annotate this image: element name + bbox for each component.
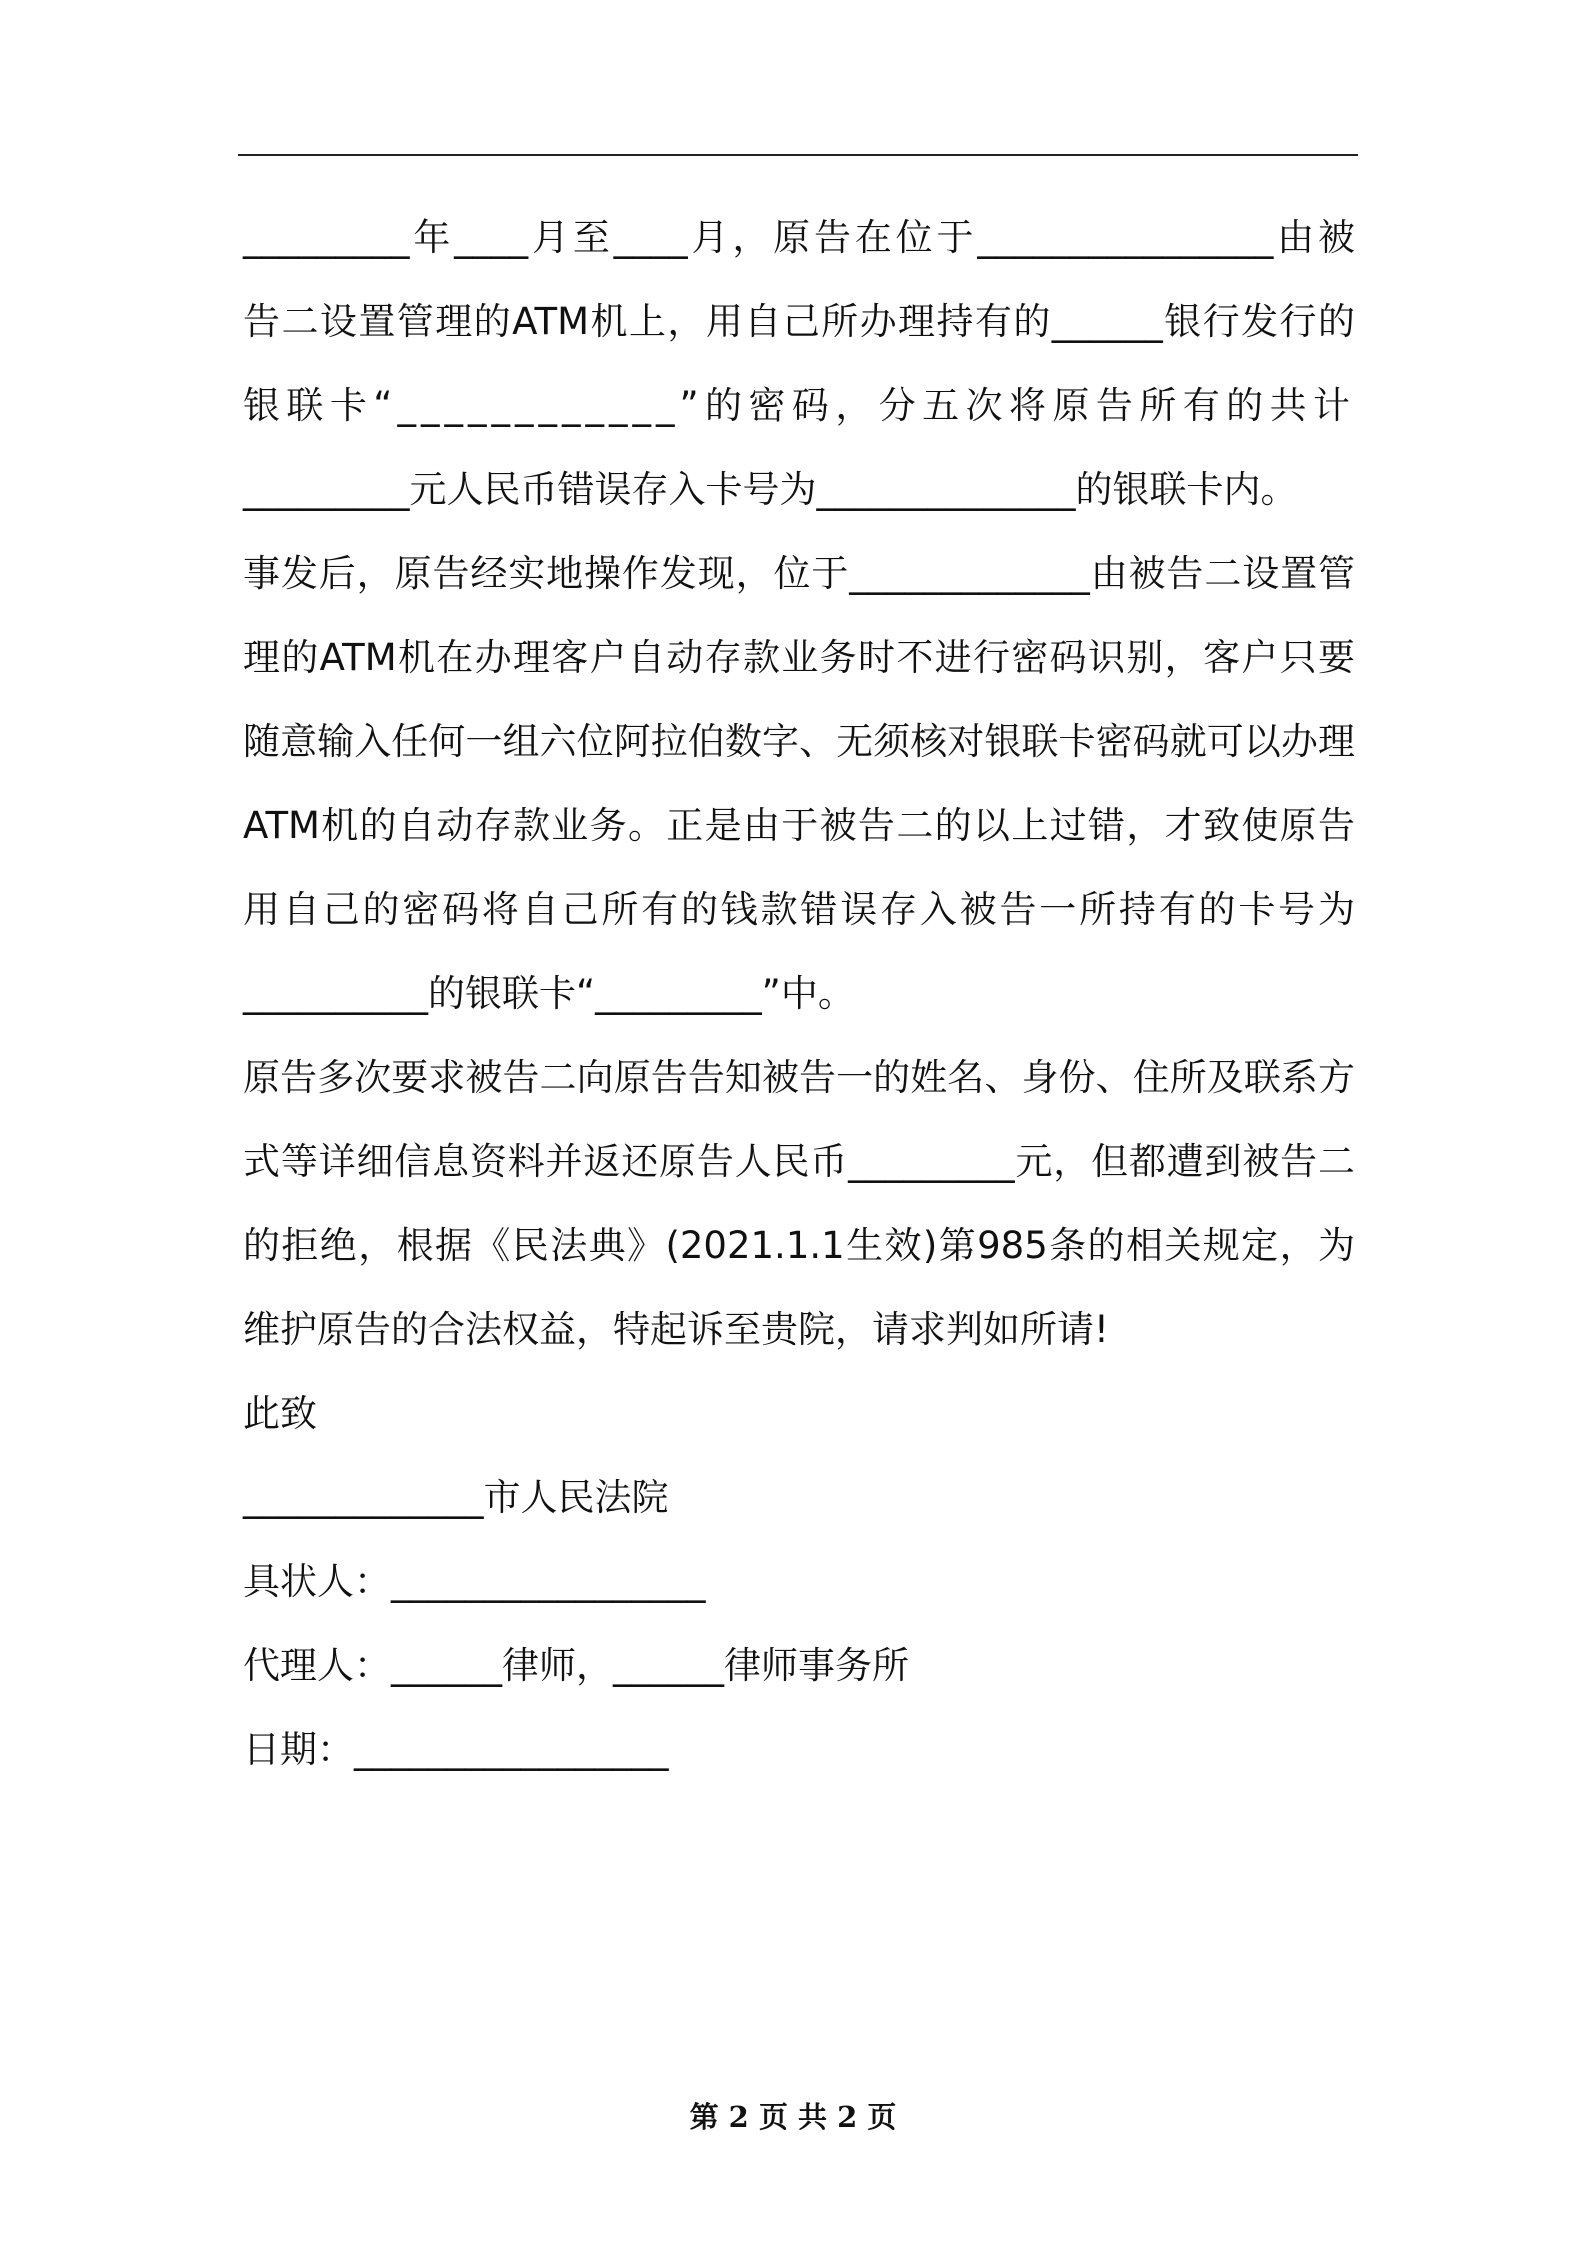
- text-line: 原告多次要求被告二向原告告知被告一的姓名、身份、住所及联系方: [243, 1056, 1355, 1099]
- text-line: _________元人民币错误存入卡号为______________的银联卡内。: [243, 468, 1298, 511]
- text-line: ATM机的自动存款业务。正是由于被告二的以上过错，才致使原告: [243, 804, 1355, 847]
- text-line: 随意输入任何一组六位阿拉伯数字、无须核对银联卡密码就可以办理: [243, 720, 1355, 763]
- text-line: 理的ATM机在办理客户自动存款业务时不进行密码识别，客户只要: [243, 636, 1355, 679]
- text-line: 维护原告的合法权益，特起诉至贵院，请求判如所请!: [243, 1308, 1109, 1351]
- court-name: _____________市人民法院: [243, 1476, 669, 1519]
- date-line: 日期：_________________: [243, 1728, 669, 1771]
- text-line: 用自己的密码将自己所有的钱款错误存入被告一所持有的卡号为: [243, 888, 1355, 931]
- agent-line: 代理人：______律师，______律师事务所: [243, 1644, 909, 1687]
- text-line: 告二设置管理的ATM机上，用自己所办理持有的______银行发行的: [243, 300, 1355, 343]
- text-line: __________的银联卡“_________”中。: [243, 972, 855, 1015]
- page-number: 第 2 页 共 2 页: [689, 2100, 897, 2134]
- text-line: _________年____月至____月，原告在位于________________由被: [243, 216, 1355, 259]
- text-line: 式等详细信息资料并返还原告人民币_________元，但都遭到被告二: [243, 1140, 1355, 1183]
- text-line: 事发后，原告经实地操作发现，位于_____________由被告二设置管: [243, 552, 1355, 595]
- header-rule: [238, 154, 1358, 156]
- text-line: 的拒绝，根据《民法典》(2021.1.1生效)第985条的相关规定，为: [243, 1224, 1355, 1267]
- salutation: 此致: [243, 1392, 317, 1435]
- plaintiff-signature: 具状人：_________________: [243, 1560, 706, 1603]
- text-line: 银联卡“____________”的密码，分五次将原告所有的共计: [243, 384, 1355, 427]
- document-body: [243, 196, 1355, 1792]
